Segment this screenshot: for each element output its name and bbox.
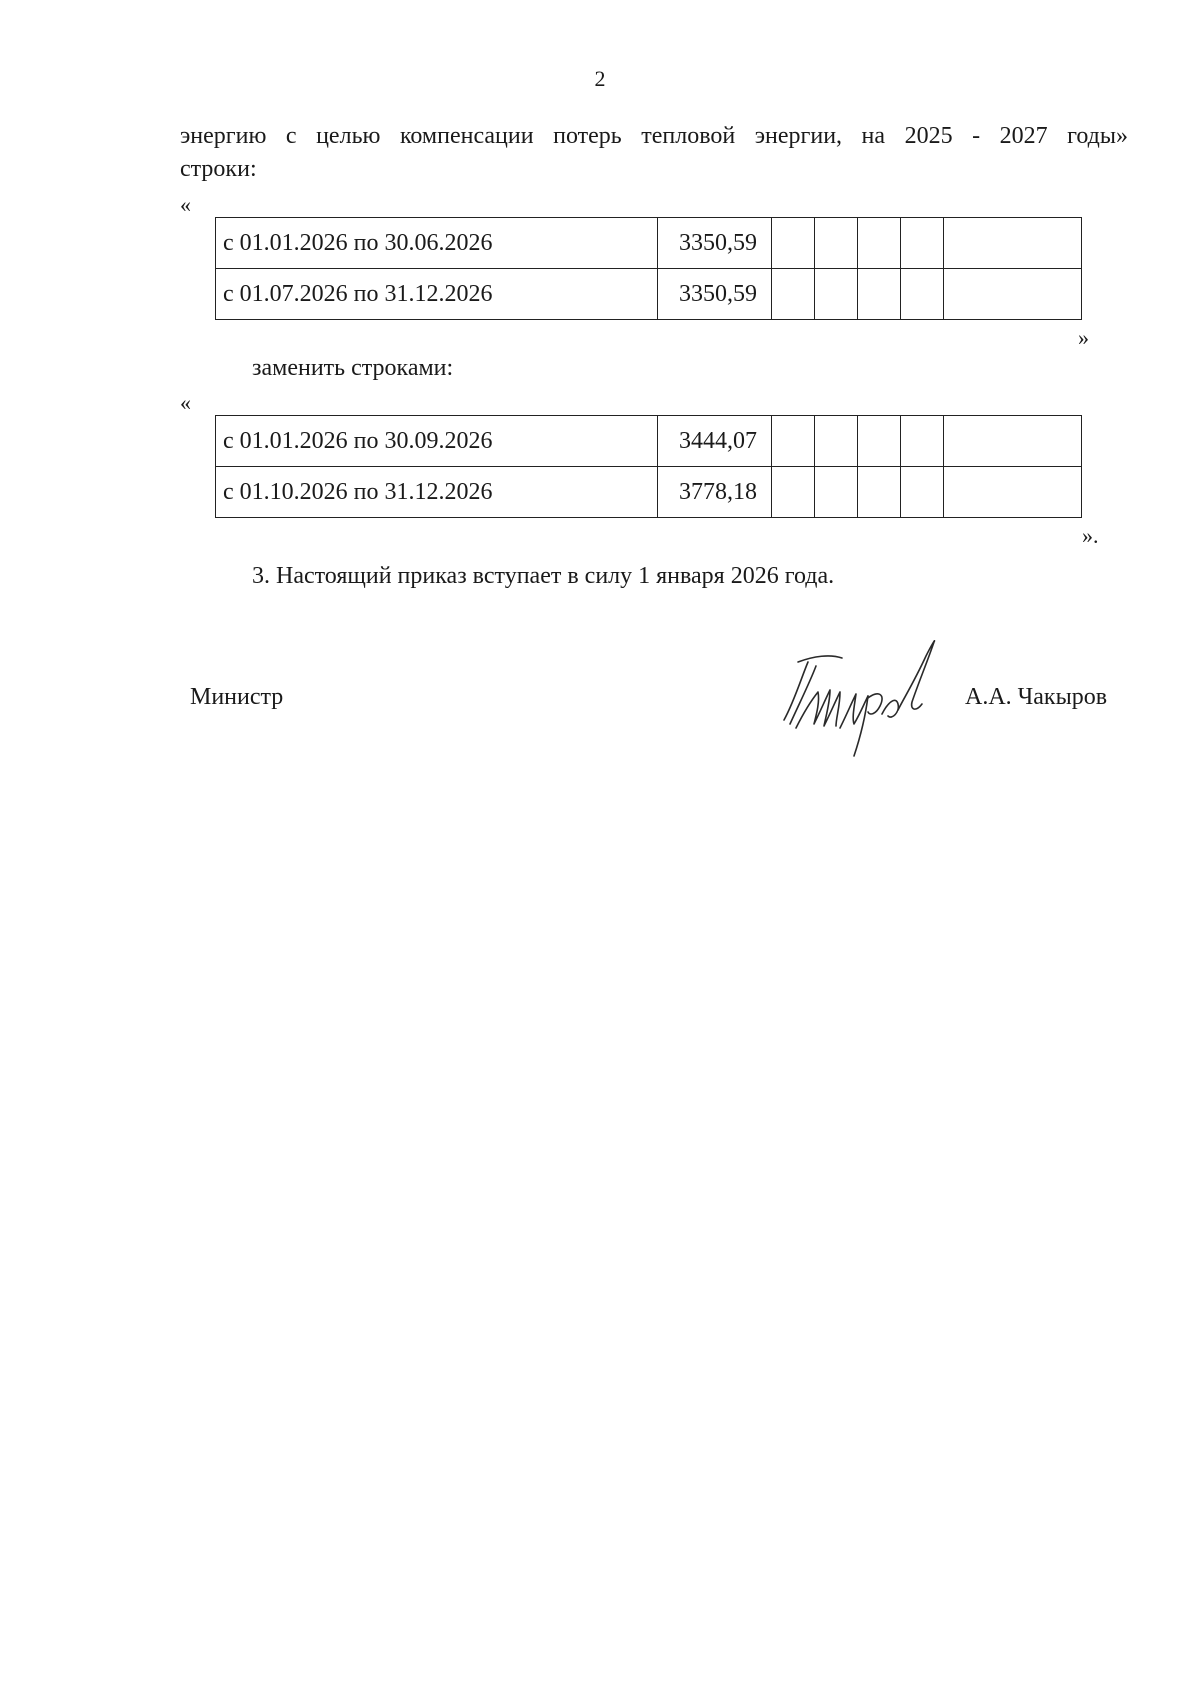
- open-quote-1: «: [180, 192, 191, 217]
- empty-cell: [944, 218, 1082, 269]
- page-number: 2: [594, 66, 606, 91]
- empty-cell: [858, 467, 901, 518]
- value-cell: 3444,07: [658, 416, 772, 467]
- table-old-rows: [215, 217, 1082, 320]
- handwritten-signature: [770, 632, 970, 762]
- intro-line-2: строки:: [180, 156, 257, 182]
- replace-text: заменить строками:: [252, 355, 454, 381]
- table-row: [216, 218, 1082, 269]
- empty-cell: [901, 269, 944, 320]
- empty-cell: [858, 269, 901, 320]
- empty-cell: [772, 269, 815, 320]
- period-cell: с 01.01.2026 по 30.06.2026: [216, 218, 658, 269]
- empty-cell: [772, 467, 815, 518]
- table-row: [216, 467, 1082, 518]
- period-cell: с 01.07.2026 по 31.12.2026: [216, 269, 658, 320]
- empty-cell: [901, 416, 944, 467]
- empty-cell: [815, 416, 858, 467]
- table-row: [216, 269, 1082, 320]
- table-row: [216, 416, 1082, 467]
- close-quote-1: »: [1078, 325, 1089, 350]
- empty-cell: [772, 416, 815, 467]
- table-new-rows: [215, 415, 1082, 518]
- empty-cell: [944, 467, 1082, 518]
- empty-cell: [815, 269, 858, 320]
- intro-line-1: энергию с целью компенсации потерь тепловой энергии, на 2025 - 2027 годы»: [180, 123, 1128, 149]
- empty-cell: [944, 269, 1082, 320]
- close-quote-2: ».: [1082, 523, 1099, 548]
- empty-cell: [815, 467, 858, 518]
- signatory-name: А.А. Чакыров: [965, 684, 1108, 710]
- empty-cell: [901, 218, 944, 269]
- empty-cell: [944, 416, 1082, 467]
- empty-cell: [901, 467, 944, 518]
- empty-cell: [858, 416, 901, 467]
- empty-cell: [815, 218, 858, 269]
- value-cell: 3778,18: [658, 467, 772, 518]
- period-cell: с 01.10.2026 по 31.12.2026: [216, 467, 658, 518]
- value-cell: 3350,59: [658, 218, 772, 269]
- value-cell: 3350,59: [658, 269, 772, 320]
- empty-cell: [772, 218, 815, 269]
- empty-cell: [858, 218, 901, 269]
- period-cell: с 01.01.2026 по 30.09.2026: [216, 416, 658, 467]
- signatory-title: Министр: [190, 684, 284, 710]
- clause-3: 3. Настоящий приказ вступает в силу 1 января 2026 года.: [252, 563, 835, 589]
- open-quote-2: «: [180, 390, 191, 415]
